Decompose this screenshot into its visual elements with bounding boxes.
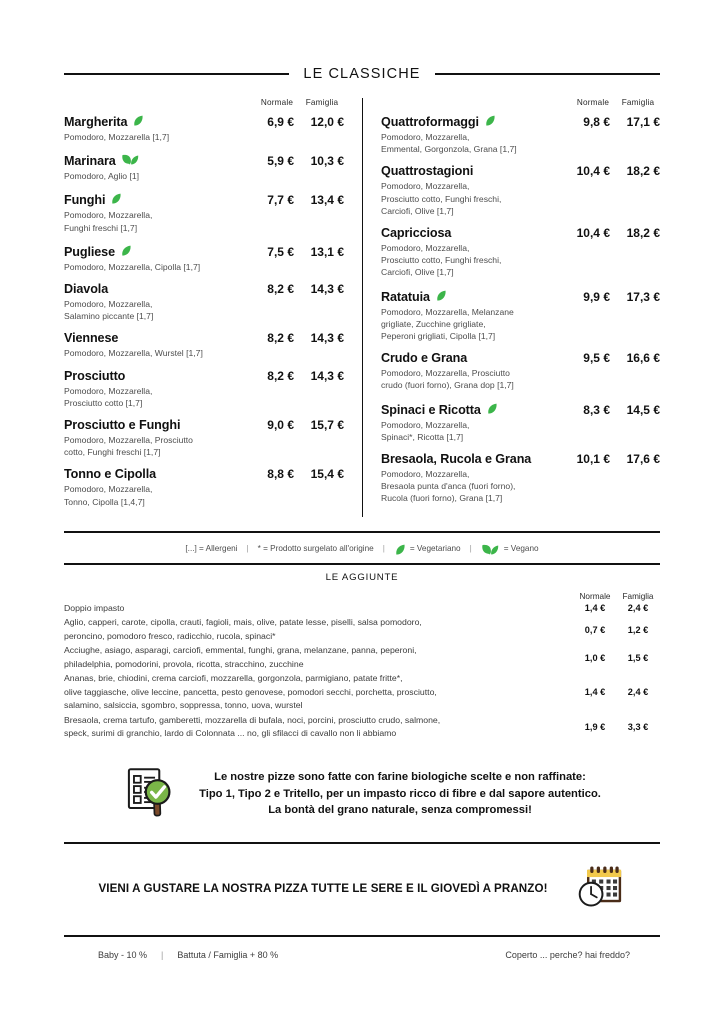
menu-item-description: [64, 298, 289, 322]
description-line: crudo (fuori forno), Grana dop [1,7]: [381, 380, 514, 391]
menu-item-price-famiglia: 12,0 €: [310, 115, 344, 129]
title-rule-left: [64, 73, 289, 75]
aggiunte-header-spacer: [64, 587, 574, 600]
description-line: grigliate, Zucchine grigliate,: [381, 318, 486, 329]
menu-item-description: [381, 306, 596, 343]
menu-item-description: [381, 180, 596, 217]
description-line: Pomodoro, Mozzarella,: [64, 210, 153, 221]
menu-item: [381, 351, 660, 391]
menu-item-name: Crudo e Grana: [381, 351, 468, 366]
description-line: Pomodoro, Mozzarella,: [381, 469, 470, 480]
menu-item-price-normale: 8,8 €: [267, 467, 294, 482]
description-line: Emmental, Gorgonzola, Grana [1,7]: [381, 144, 517, 155]
aggiunte-row-list: [64, 602, 660, 741]
menu-item: [381, 401, 660, 443]
description-line: Spinaci*, Ricotta [1,7]: [381, 431, 464, 442]
menu-item-name: Tonno e Cipolla: [64, 467, 157, 482]
aggiunte-row: [64, 602, 660, 615]
menu-item-price-famiglia: 14,3 €: [310, 368, 344, 383]
promo-banner: [64, 844, 660, 923]
classiche-column-left: [64, 98, 362, 517]
description-line: Prosciutto cotto [1,7]: [64, 397, 143, 408]
menu-item-description: [64, 483, 289, 507]
aggiunte-text-line: Bresaola, crema tartufo, gamberetti, mozzarella di bufala, noci, porcini, prosciutto crudo, salmone,: [64, 714, 441, 725]
menu-item: [64, 418, 344, 458]
menu-item: [64, 152, 344, 182]
description-line: Salamino piccante [1,7]: [64, 311, 154, 322]
description-line: Funghi freschi [1,7]: [64, 222, 138, 233]
menu-item-price-normale: 9,9 €: [583, 289, 610, 304]
description-line: Pomodoro, Mozzarella,: [381, 132, 470, 142]
bio-note-line-2: Tipo 1, Tipo 2 e Tritello, per un impasto ricco di fibre e dal sapore autentico.: [199, 787, 601, 800]
description-line: Pomodoro, Mozzarella,: [381, 419, 470, 430]
footer-battuta: Battuta / Famiglia + 80 %: [177, 950, 279, 961]
aggiunte-text-line: speck, surimi di granchio, lardo di Colonnata ... no, gli sfilacci di cavallo non li abbiamo: [64, 728, 397, 739]
aggiunte-row: [64, 616, 660, 643]
leaf-single-icon: [394, 543, 406, 556]
menu-item-price-famiglia: 13,4 €: [310, 193, 344, 208]
legend-vegetariano-label: = Vegetariano: [409, 543, 461, 553]
aggiunte-text-line: peroncino, pomodoro fresco, radicchio, rucola, spinaci*: [64, 630, 276, 641]
description-line: Pomodoro, Mozzarella [1,7]: [64, 132, 170, 142]
menu-item: [64, 282, 344, 322]
menu-item-name: Capricciosa: [381, 226, 452, 241]
menu-item-description: [381, 419, 596, 443]
menu-item-price-famiglia: 16,6 €: [626, 351, 660, 366]
menu-item-header: [381, 164, 660, 178]
price-header-famiglia: Famiglia: [621, 98, 655, 107]
page-title: LE CLASSICHE: [303, 66, 421, 82]
legend-allergeni: [...] = Allergeni: [185, 543, 238, 553]
description-line: Pomodoro, Aglio [1]: [64, 171, 140, 182]
description-line: cotto, Funghi freschi [1,7]: [64, 447, 161, 458]
legend-vegano: [481, 542, 539, 555]
menu-item-name: Bresaola, Rucola e Grana: [381, 452, 532, 467]
menu-item-description: [64, 347, 289, 359]
aggiunte-price-famiglia: 1,5 €: [627, 652, 649, 663]
menu-item-price-famiglia: 17,3 €: [626, 289, 660, 304]
description-line: Pomodoro, Mozzarella, Prosciutto: [64, 435, 193, 446]
description-line: Tonno, Cipolla [1,4,7]: [64, 496, 145, 507]
classiche-title-row: [64, 0, 660, 82]
menu-item-description: [381, 468, 596, 505]
menu-item: [64, 467, 344, 507]
aggiunte-price-famiglia: 1,2 €: [627, 624, 649, 635]
description-line: Pomodoro, Mozzarella, Prosciutto: [381, 368, 510, 379]
leaf-single-icon: [120, 244, 132, 257]
aggiunte-text-line: salamino, salsiccia, sgombro, soppressa, tonno, uova, wurstel: [64, 700, 303, 711]
menu-item: [381, 113, 660, 155]
menu-item: [64, 191, 344, 233]
menu-item-price-normale: 7,7 €: [267, 193, 294, 208]
menu-item-description: [64, 261, 289, 273]
menu-item-header: [381, 226, 660, 240]
menu-item-price-normale: 8,2 €: [267, 331, 294, 346]
menu-item-header: [64, 152, 344, 168]
footer-baby: Baby - 10 %: [98, 950, 148, 961]
aggiunte-row-text: [64, 672, 574, 712]
aggiunte-header-famiglia: Famiglia: [622, 591, 654, 601]
footer: [64, 937, 660, 960]
footer-left-group: [98, 950, 278, 960]
footer-separator: |: [161, 950, 164, 961]
menu-item-name: Funghi: [64, 191, 248, 207]
menu-item-name: Quattroformaggi: [381, 113, 564, 129]
bio-note-line-1: Le nostre pizze sono fatte con farine biologiche scelte e non raffinate:: [214, 770, 586, 783]
aggiunte-row: [64, 672, 660, 712]
description-line: Carciofi, Olive [1,7]: [381, 205, 454, 216]
menu-item-description: [381, 242, 596, 279]
menu-item-name: Diavola: [64, 282, 109, 297]
menu-item-price-famiglia: 13,1 €: [310, 244, 344, 259]
leaf-single-icon: [110, 192, 122, 205]
menu-item: [381, 164, 660, 217]
leaf-single-icon: [132, 114, 144, 127]
price-header-normale: Normale: [576, 98, 610, 107]
menu-item-price-normale: 9,5 €: [583, 351, 610, 366]
classiche-item-list-right: [381, 113, 660, 505]
menu-item-name: Ratatuia: [381, 288, 564, 304]
menu-item-price-famiglia: 17,6 €: [626, 452, 660, 467]
menu-item-price-normale: 9,0 €: [267, 418, 294, 433]
description-line: Bresaola punta d'anca (fuori forno),: [381, 481, 516, 492]
menu-item-price-normale: 7,5 €: [267, 244, 294, 259]
menu-item: [381, 452, 660, 505]
bio-note-line-3: La bontà del grano naturale, senza compromessi!: [268, 804, 532, 817]
aggiunte-row: [64, 644, 660, 671]
aggiunte-price-normale: 1,0 €: [584, 652, 606, 663]
menu-item-price-famiglia: 10,3 €: [310, 154, 344, 169]
leaf-double-icon: [121, 153, 140, 166]
description-line: Rucola (fuori forno), Grana [1,7]: [381, 493, 503, 504]
menu-item-description: [381, 367, 596, 391]
leaf-single-icon: [484, 114, 496, 127]
description-line: Pomodoro, Mozzarella,: [381, 181, 470, 192]
legend-vegano-label: = Vegano: [503, 543, 539, 553]
legend-separator-3: |: [469, 543, 472, 553]
menu-item-header: [64, 113, 344, 129]
legend-separator-2: |: [382, 543, 385, 553]
description-line: Prosciutto cotto, Funghi freschi,: [381, 193, 502, 204]
menu-item-header: [381, 351, 660, 365]
legend: [64, 533, 660, 563]
classiche-item-list-left: [64, 113, 344, 508]
bio-note-text: [199, 769, 601, 819]
menu-item-description: [64, 434, 289, 458]
menu-item-price-normale: 8,2 €: [267, 368, 294, 383]
description-line: Pomodoro, Mozzarella,: [64, 299, 153, 310]
menu-item-header: [381, 288, 660, 304]
bio-note: [64, 765, 660, 824]
menu-item-price-famiglia: 14,3 €: [310, 282, 344, 297]
aggiunte-text-line: Doppio impasto: [64, 602, 125, 613]
menu-item-price-famiglia: 14,3 €: [310, 331, 344, 346]
menu-item-header: [381, 452, 660, 466]
menu-item-description: [381, 131, 596, 155]
legend-separator-1: |: [246, 543, 249, 553]
menu-item-header: [64, 191, 344, 207]
menu-item-header: [64, 467, 344, 481]
menu-item-price-famiglia: 15,7 €: [310, 418, 344, 433]
classiche-section: [64, 98, 660, 517]
footer-coperto: Coperto ... perche? hai freddo?: [505, 950, 630, 961]
aggiunte-price-famiglia: 2,4 €: [627, 687, 649, 698]
aggiunte-row-text: [64, 714, 574, 741]
aggiunte-text-line: Acciughe, asiago, asparagi, carciofi, emmental, funghi, grana, melanzane, panna, peperoni,: [64, 645, 417, 656]
aggiunte-header-row: [64, 587, 660, 600]
menu-item-name: Marinara: [64, 152, 248, 168]
title-rule-right: [435, 73, 660, 75]
menu-item: [64, 113, 344, 143]
aggiunte-text-line: Aglio, capperi, carote, cipolla, crauti, fagioli, mais, olive, patate lesse, piselli, salsa pomodoro,: [64, 617, 422, 628]
aggiunte-title: LE AGGIUNTE: [325, 572, 399, 584]
menu-item-description: [64, 209, 289, 233]
menu-item-price-famiglia: 18,2 €: [626, 226, 660, 241]
classiche-column-right: [362, 98, 660, 517]
description-line: Pomodoro, Mozzarella,: [64, 385, 153, 396]
description-line: Pomodoro, Mozzarella,: [381, 243, 470, 254]
aggiunte-table: [64, 587, 660, 740]
menu-item-header: [64, 243, 344, 259]
price-header-left: [64, 98, 344, 107]
description-line: Pomodoro, Mozzarella, Wurstel [1,7]: [64, 348, 203, 359]
menu-item-price-normale: 10,4 €: [576, 226, 610, 241]
calendar-clock-icon: [574, 860, 626, 917]
leaf-single-icon: [486, 402, 498, 415]
promo-text: VIENI A GUSTARE LA NOSTRA PIZZA TUTTE LE SERE E IL GIOVEDÌ A PRANZO!: [98, 881, 548, 895]
menu-item-name: Pugliese: [64, 243, 248, 259]
menu-item-name: Prosciutto: [64, 368, 126, 383]
aggiunte-price-normale: 1,9 €: [584, 722, 606, 733]
menu-item-header: [64, 418, 344, 432]
aggiunte-price-normale: 0,7 €: [584, 624, 606, 635]
description-line: Peperoni grigliati, Cipolla [1,7]: [381, 331, 496, 342]
menu-item-header: [64, 331, 344, 345]
leaf-single-icon: [435, 289, 447, 302]
aggiunte-text-line: olive taggiasche, olive leccine, pancetta, pesto genovese, pomodori secchi, porchetta, prosciutto,: [64, 686, 437, 697]
aggiunte-price-normale: 1,4 €: [584, 687, 606, 698]
menu-item-price-famiglia: 15,4 €: [310, 467, 344, 482]
price-header-normale: Normale: [260, 98, 294, 107]
menu-item-price-normale: 9,8 €: [583, 115, 610, 129]
aggiunte-row-text: [64, 616, 574, 643]
description-line: Prosciutto cotto, Funghi freschi,: [381, 255, 502, 266]
description-line: Carciofi, Olive [1,7]: [381, 267, 454, 278]
menu-item: [64, 369, 344, 409]
menu-item-price-normale: 6,9 €: [267, 115, 294, 129]
aggiunte-row-text: [64, 602, 574, 615]
menu-item: [64, 243, 344, 273]
price-header-famiglia: Famiglia: [305, 98, 339, 107]
menu-item-description: [64, 385, 289, 409]
menu-item-name: Viennese: [64, 331, 119, 346]
menu-item-name: Prosciutto e Funghi: [64, 418, 181, 433]
menu-item-price-normale: 10,4 €: [576, 164, 610, 179]
menu-item-price-famiglia: 17,1 €: [626, 115, 660, 129]
menu-item-name: Spinaci e Ricotta: [381, 401, 564, 417]
menu-item-header: [381, 401, 660, 417]
aggiunte-price-famiglia: 2,4 €: [627, 603, 649, 614]
description-line: Pomodoro, Mozzarella, Melanzane: [381, 306, 514, 317]
legend-vegetariano: [394, 542, 461, 555]
menu-item: [64, 331, 344, 359]
menu-item: [381, 288, 660, 343]
menu-item-price-normale: 8,2 €: [267, 282, 294, 297]
menu-item-header: [64, 369, 344, 383]
price-header-right: [381, 98, 660, 107]
menu-item-description: [64, 131, 289, 143]
aggiunte-text-line: philadelphia, pomodorini, provola, ricotta, stracchino, zucchine: [64, 658, 304, 669]
description-line: Pomodoro, Mozzarella, Cipolla [1,7]: [64, 261, 201, 272]
aggiunte-header-normale: Normale: [579, 591, 611, 601]
menu-item-price-famiglia: 14,5 €: [626, 402, 660, 417]
menu-item-name: Margherita: [64, 113, 248, 129]
aggiunte-price-famiglia: 3,3 €: [627, 722, 649, 733]
menu-item-header: [381, 113, 660, 129]
menu-item-name: Quattrostagioni: [381, 164, 474, 179]
aggiunte-row: [64, 714, 660, 741]
menu-item-description: [64, 170, 289, 182]
menu-item-price-normale: 8,3 €: [583, 402, 610, 417]
menu-item-header: [64, 282, 344, 296]
menu-item: [381, 226, 660, 279]
menu-item-price-famiglia: 18,2 €: [626, 164, 660, 179]
leaf-double-icon: [481, 543, 500, 556]
menu-item-price-normale: 10,1 €: [576, 452, 610, 467]
menu-item-price-normale: 5,9 €: [267, 154, 294, 169]
description-line: Pomodoro, Mozzarella,: [64, 484, 153, 495]
checklist-check-icon: [123, 765, 177, 824]
aggiunte-row-text: [64, 644, 574, 671]
legend-surgelato: * = Prodotto surgelato all'origine: [257, 543, 374, 553]
aggiunte-price-normale: 1,4 €: [584, 603, 606, 614]
aggiunte-text-line: Ananas, brie, chiodini, crema carciofi, mozzarella, gorgonzola, parmigiano, patate fritte*,: [64, 673, 403, 684]
